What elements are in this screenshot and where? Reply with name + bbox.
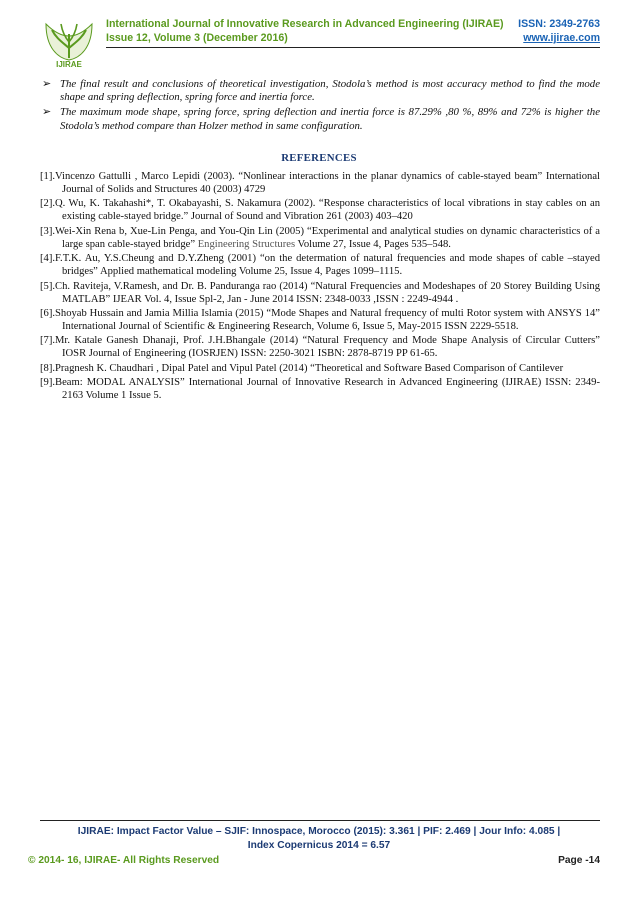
arrow-bullet-icon: ➢ [42, 106, 52, 119]
references-heading: REFERENCES [281, 152, 357, 164]
ijirae-logo [40, 18, 98, 68]
issue-volume: Issue 12, Volume 3 (December 2016) [106, 32, 288, 44]
bullet-text: The maximum mode shape, spring force, spring deflection and inertia force is 87.29% ,80 %, 89% and 72% is higher the Stodola’s method compare than Holzer method in same configuration. [60, 106, 600, 132]
index-copernicus-line: Index Copernicus 2014 = 6.57 [247, 840, 391, 851]
logo-text: IJIRAE [56, 60, 82, 68]
journal-title: International Journal of Innovative Research in Advanced Engineering (IJIRAE) [106, 18, 504, 30]
reference-item: [3].Wei-Xin Rena b, Xue-Lin Penga, and You-Qin Lin (2005) “Experimental and analytical studies on dynamic characteristics of a large span cable-stayed bridge” Engineering Structures Volume 27, Issue 4, Pages 535–548. [40, 225, 600, 250]
reference-item: [7].Mr. Katale Ganesh Dhanaji, Prof. J.H.Bhangale (2014) “Natural Frequency and Mode Shape Analysis of Circular Cutters” IOSR Journal of Engineering (IOSRJEN) ISSN: 2250-3021 ISBN: 2878-8719 PP 61-65. [40, 335, 600, 360]
impact-factor-line: IJIRAE: Impact Factor Value – SJIF: Innospace, Morocco (2015): 3.361 | PIF: 2.469 | Jour Info: 4.085 | [77, 826, 561, 837]
copyright: © 2014- 16, IJIRAE- All Rights Reserved [28, 855, 220, 866]
reference-item: [5].Ch. Raviteja, V.Ramesh, and Dr. B. Panduranga rao (2014) “Natural Frequencies and Modeshapes of 20 Storey Building Using MATLAB” IJEAR Vol. 4, Issue Spl-2, Jan - June 2014 ISSN: 2348-0033 ,ISSN : 2249-4944 . [40, 280, 600, 305]
reference-item: [8].Pragnesh K. Chaudhari , Dipal Patel and Vipul Patel (2014) “Theoretical and Software Based Comparison of Cantilever [40, 362, 564, 374]
arrow-bullet-icon: ➢ [42, 78, 52, 90]
issn: ISSN: 2349-2763 [518, 18, 600, 30]
reference-item: [6].Shoyab Hussain and Jamia Millia Islamia (2015) “Mode Shapes and Natural frequency of multi Rotor system with ANSYS 14” International Journal of Scientific & Engineering Research, Volume 6, Issue 5, May-2015 ISSN 2229-5518. [40, 307, 600, 332]
reference-item: [1].Vincenzo Gattulli , Marco Lepidi (2003). “Nonlinear interactions in the planar dynamics of cable-stayed beam” International Journal of Solids and Structures 40 (2003) 4729 [40, 171, 600, 195]
reference-item: [9].Beam: MODAL ANALYSIS” International Journal of Innovative Research in Advanced Engineering (IJIRAE) ISSN: 2349-2163 Volume 1 Issue 5. [40, 377, 600, 402]
journal-url-link[interactable]: www.ijirae.com [523, 32, 600, 44]
bullet-text: The final result and conclusions of theoretical investigation, Stodola’s method is most accuracy method to find the mode shape and spring deflection, spring force and inertia force. [60, 78, 600, 104]
journal-name: Engineering Structures [197, 238, 296, 250]
footer-divider [40, 820, 600, 821]
conclusion-bullet [40, 78, 600, 104]
page-number: Page -14 [558, 855, 600, 866]
reference-item: [4].F.T.K. Au, Y.S.Cheung and D.Y.Zheng (2001) “on the determation of natural frequencies and mode shapes of cable –stayed bridges” Applied mathematical modeling Volume 25, Issue 4, Pages 1099–1115. [40, 253, 600, 278]
conclusion-bullets [40, 78, 600, 135]
reference-item: [2].Q. Wu, K. Takahashi*, T. Okabayashi, S. Nakamura (2002). “Response characteristics of local vibrations in stay cables on an existing cable-stayed bridge.” Journal of Sound and Vibration 261 (2003) 403–420 [40, 198, 600, 223]
conclusion-bullet [40, 106, 600, 132]
header-divider [106, 47, 600, 48]
references-list [40, 170, 600, 404]
